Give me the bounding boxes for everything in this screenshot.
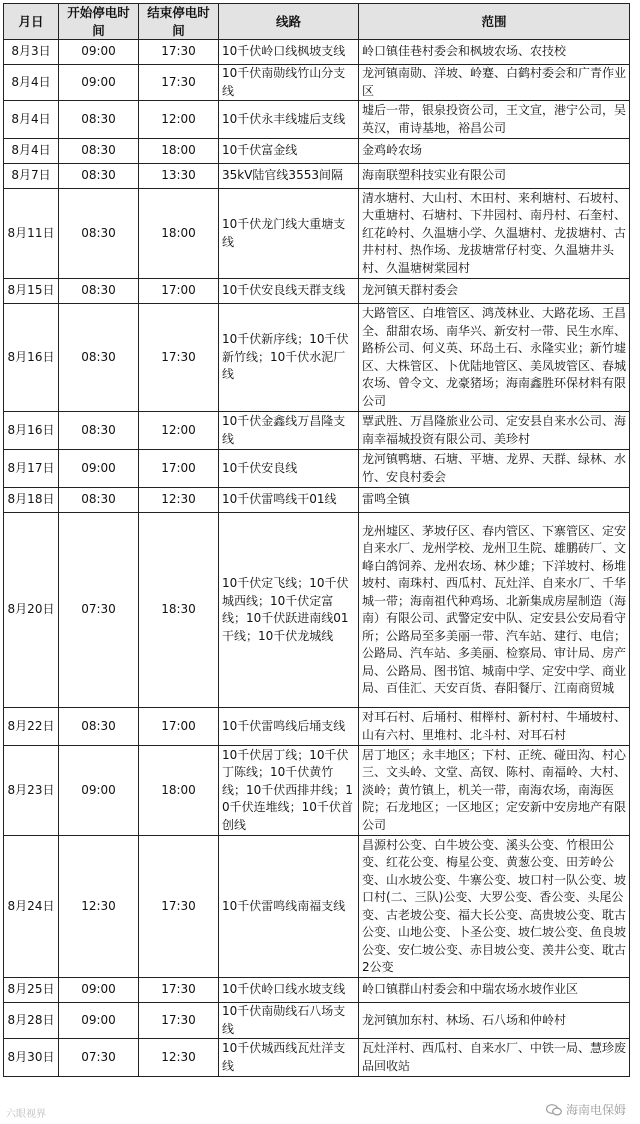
cell-end-time: 17:30 <box>139 304 219 412</box>
cell-date: 8月7日 <box>4 164 59 189</box>
cell-area: 瓦灶洋村、西瓜村、自来水厂、中铁一局、慧珍废品回收站 <box>359 1039 630 1077</box>
cell-end-time: 17:30 <box>139 40 219 65</box>
cell-date: 8月3日 <box>4 40 59 65</box>
table-row <box>4 708 630 746</box>
cell-start-time: 09:00 <box>59 746 139 836</box>
cell-line: 10千伏雷鸣线干01线 <box>219 488 359 513</box>
table-row <box>4 978 630 1003</box>
cell-date: 8月16日 <box>4 304 59 412</box>
cell-start-time: 08:30 <box>59 139 139 164</box>
cell-end-time: 13:30 <box>139 164 219 189</box>
cell-start-time: 07:30 <box>59 513 139 708</box>
cell-date: 8月25日 <box>4 978 59 1003</box>
cell-area: 居丁地区；永丰地区；下村、正统、碰田沟、村心三、文头岭、文堂、高钗、陈村、南福岭、大村、淡岭；黄竹镇上，机关一带，南海农场，南海医院；石龙地区；一区地区；定安新中安房地产有限公司 <box>359 746 630 836</box>
cell-end-time: 17:00 <box>139 708 219 746</box>
cell-area: 龙河镇鸭塘、石塘、平塘、龙界、天群、绿林、水竹、安良村委会 <box>359 450 630 488</box>
table-row <box>4 304 630 412</box>
cell-start-time: 08:30 <box>59 164 139 189</box>
cell-line: 10千伏南勋线竹山分支线 <box>219 65 359 101</box>
cell-area: 龙州墟区、茅坡仔区、春内管区、下寨管区、定安自来水厂、龙州学校、龙州卫生院、雄鹏砖厂、文峰白鸽饲养、龙州农场、林少雄；下洋坡村、杨堆坡村、南珠村、西瓜村、瓦灶洋、自来水厂、千华城一带；海南祖代种鸡场、北新集成房屋制造（海南）有限公司、武警定安中队、定安县公安局看守所；公路局至多美丽一带、汽车站、建行、电信；公路局、汽车站、多美丽、检察局、审计局、房产局、公路局、图书馆、城南中学、定安中学、商业局、百佳汇、天安百货、春阳餐厅、江南商贸城 <box>359 513 630 708</box>
cell-line: 10千伏岭口线水坡支线 <box>219 978 359 1003</box>
table-header-row <box>4 4 630 40</box>
cell-end-time: 17:30 <box>139 65 219 101</box>
table-body <box>4 40 630 1077</box>
cell-line: 10千伏金鑫线万昌隆支线 <box>219 412 359 450</box>
table-row <box>4 513 630 708</box>
cell-end-time: 17:00 <box>139 450 219 488</box>
cell-start-time: 08:30 <box>59 708 139 746</box>
cell-line: 10千伏雷鸣线后埇支线 <box>219 708 359 746</box>
cell-end-time: 17:30 <box>139 836 219 978</box>
cell-line: 10千伏定飞线；10千伏城西线；10千伏定富线；10千伏跃进南线01干线；10千伏龙城线 <box>219 513 359 708</box>
table-row <box>4 836 630 978</box>
cell-date: 8月4日 <box>4 139 59 164</box>
table-row <box>4 40 630 65</box>
header-start-time: 开始停电时间 <box>59 4 139 40</box>
cell-start-time: 08:30 <box>59 304 139 412</box>
header-date: 月日 <box>4 4 59 40</box>
cell-end-time: 18:00 <box>139 139 219 164</box>
cell-date: 8月18日 <box>4 488 59 513</box>
header-line: 线路 <box>219 4 359 40</box>
cell-start-time: 09:00 <box>59 450 139 488</box>
table-row <box>4 139 630 164</box>
cell-start-time: 08:30 <box>59 101 139 139</box>
cell-area: 清水塘村、大山村、木田村、来利塘村、石坡村、大重塘村、石塘村、下井园村、南丹村、石奎村、红花岭村、久温塘小学、久温塘村、龙拔塘村、古井村村、热作场、龙拔塘常仔村变、久温塘井头村、久温塘树棠园村 <box>359 189 630 279</box>
cell-end-time: 18:00 <box>139 746 219 836</box>
cell-area: 海南联塑科技实业有限公司 <box>359 164 630 189</box>
cell-line: 10千伏安良线天群支线 <box>219 279 359 304</box>
cell-date: 8月17日 <box>4 450 59 488</box>
watermark-right <box>546 1101 626 1118</box>
cell-area: 雷鸣全镇 <box>359 488 630 513</box>
table-row <box>4 279 630 304</box>
cell-start-time: 08:30 <box>59 488 139 513</box>
cell-line: 10千伏岭口线枫坡支线 <box>219 40 359 65</box>
cell-start-time: 09:00 <box>59 978 139 1003</box>
cell-area: 岭口镇群山村委会和中瑞农场水坡作业区 <box>359 978 630 1003</box>
cell-area: 金鸡岭农场 <box>359 139 630 164</box>
table-row <box>4 746 630 836</box>
wechat-icon <box>546 1104 562 1116</box>
cell-line: 10千伏富金线 <box>219 139 359 164</box>
cell-line: 10千伏龙门线大重塘支线 <box>219 189 359 279</box>
cell-start-time: 08:30 <box>59 189 139 279</box>
cell-start-time: 12:30 <box>59 836 139 978</box>
cell-start-time: 08:30 <box>59 279 139 304</box>
cell-line: 10千伏居丁线；10千伏丁陈线；10千伏黄竹线；10千伏西排井线；10千伏连堆线；10千伏首创线 <box>219 746 359 836</box>
outage-schedule-table <box>3 3 630 1077</box>
table-row <box>4 65 630 101</box>
cell-area: 昌源村公变、白牛坡公变、溪头公变、竹根田公变、红花公变、梅星公变、黄葱公变、田芳岭公变、山水坡公变、牛寨公变、坡口村一队公变、坡口村(二、三队)公变、大罗公变、香公变、头尾公变、古老坡公变、福大长公变、高贵坡公变、耽古公变、山地公变、卜圣公变、坡仁坡公变、鱼良坡公变、安仁坡公变、赤目坡公变、羡井公变、耽古2公变 <box>359 836 630 978</box>
cell-end-time: 12:30 <box>139 1039 219 1077</box>
cell-area: 龙河镇加东村、林场、石八场和仲岭村 <box>359 1003 630 1039</box>
table-row <box>4 101 630 139</box>
cell-start-time: 07:30 <box>59 1039 139 1077</box>
table-row <box>4 412 630 450</box>
table-row <box>4 1039 630 1077</box>
cell-line: 10千伏雷鸣线南福支线 <box>219 836 359 978</box>
cell-line: 10千伏永丰线墟后支线 <box>219 101 359 139</box>
header-area: 范围 <box>359 4 630 40</box>
cell-line: 10千伏城西线瓦灶洋支线 <box>219 1039 359 1077</box>
watermark-right-text: 海南电保姆 <box>565 1103 626 1117</box>
cell-date: 8月20日 <box>4 513 59 708</box>
cell-start-time: 08:30 <box>59 412 139 450</box>
table-row <box>4 488 630 513</box>
table-row <box>4 1003 630 1039</box>
cell-start-time: 09:00 <box>59 1003 139 1039</box>
cell-date: 8月4日 <box>4 65 59 101</box>
cell-line: 10千伏南勋线石八场支线 <box>219 1003 359 1039</box>
watermark-left-text: 六眼视界 <box>6 1109 46 1120</box>
cell-date: 8月30日 <box>4 1039 59 1077</box>
cell-date: 8月11日 <box>4 189 59 279</box>
cell-line: 10千伏新序线；10千伏新竹线；10千伏水泥厂线 <box>219 304 359 412</box>
cell-area: 大路管区、白堆管区、鸿茂林业、大路花场、王昌全、甜甜农场、南华兴、新安村一带、民生水库、路桥公司、何义英、环岛土石、永隆实业；新竹墟区、大株管区、卜优陆地管区、美凤坡管区、春城农场、曾令文、龙豪猪场；海南鑫胜环保材料有限公司 <box>359 304 630 412</box>
cell-date: 8月22日 <box>4 708 59 746</box>
cell-end-time: 12:30 <box>139 488 219 513</box>
cell-area: 对耳石村、后埇村、柑榉村、新村村、牛埇坡村、山有六村、里堆村、北斗村、对耳石村 <box>359 708 630 746</box>
cell-area: 覃武胜、万昌隆旅业公司、定安县自来水公司、海南幸福城投资有限公司、美珍村 <box>359 412 630 450</box>
cell-end-time: 17:30 <box>139 1003 219 1039</box>
cell-date: 8月4日 <box>4 101 59 139</box>
cell-date: 8月15日 <box>4 279 59 304</box>
table-row <box>4 189 630 279</box>
cell-start-time: 09:00 <box>59 40 139 65</box>
cell-end-time: 18:00 <box>139 189 219 279</box>
watermark-left <box>6 1105 46 1120</box>
cell-date: 8月28日 <box>4 1003 59 1039</box>
cell-end-time: 12:00 <box>139 412 219 450</box>
cell-date: 8月24日 <box>4 836 59 978</box>
cell-line: 35kV陆官线3553间隔 <box>219 164 359 189</box>
cell-date: 8月23日 <box>4 746 59 836</box>
cell-end-time: 18:30 <box>139 513 219 708</box>
cell-end-time: 12:00 <box>139 101 219 139</box>
table-row <box>4 164 630 189</box>
cell-date: 8月16日 <box>4 412 59 450</box>
cell-line: 10千伏安良线 <box>219 450 359 488</box>
cell-area: 龙河镇南勋、洋坡、岭蹇、白鹤村委会和广青作业区 <box>359 65 630 101</box>
cell-start-time: 09:00 <box>59 65 139 101</box>
header-end-time: 结束停电时间 <box>139 4 219 40</box>
cell-area: 墟后一带，银泉投资公司，王文宣，港宁公司，吴英汉，甫诗基地，裕昌公司 <box>359 101 630 139</box>
cell-end-time: 17:30 <box>139 978 219 1003</box>
cell-area: 岭口镇佳巷村委会和枫坡农场、农技校 <box>359 40 630 65</box>
cell-end-time: 17:00 <box>139 279 219 304</box>
table-row <box>4 450 630 488</box>
cell-area: 龙河镇天群村委会 <box>359 279 630 304</box>
